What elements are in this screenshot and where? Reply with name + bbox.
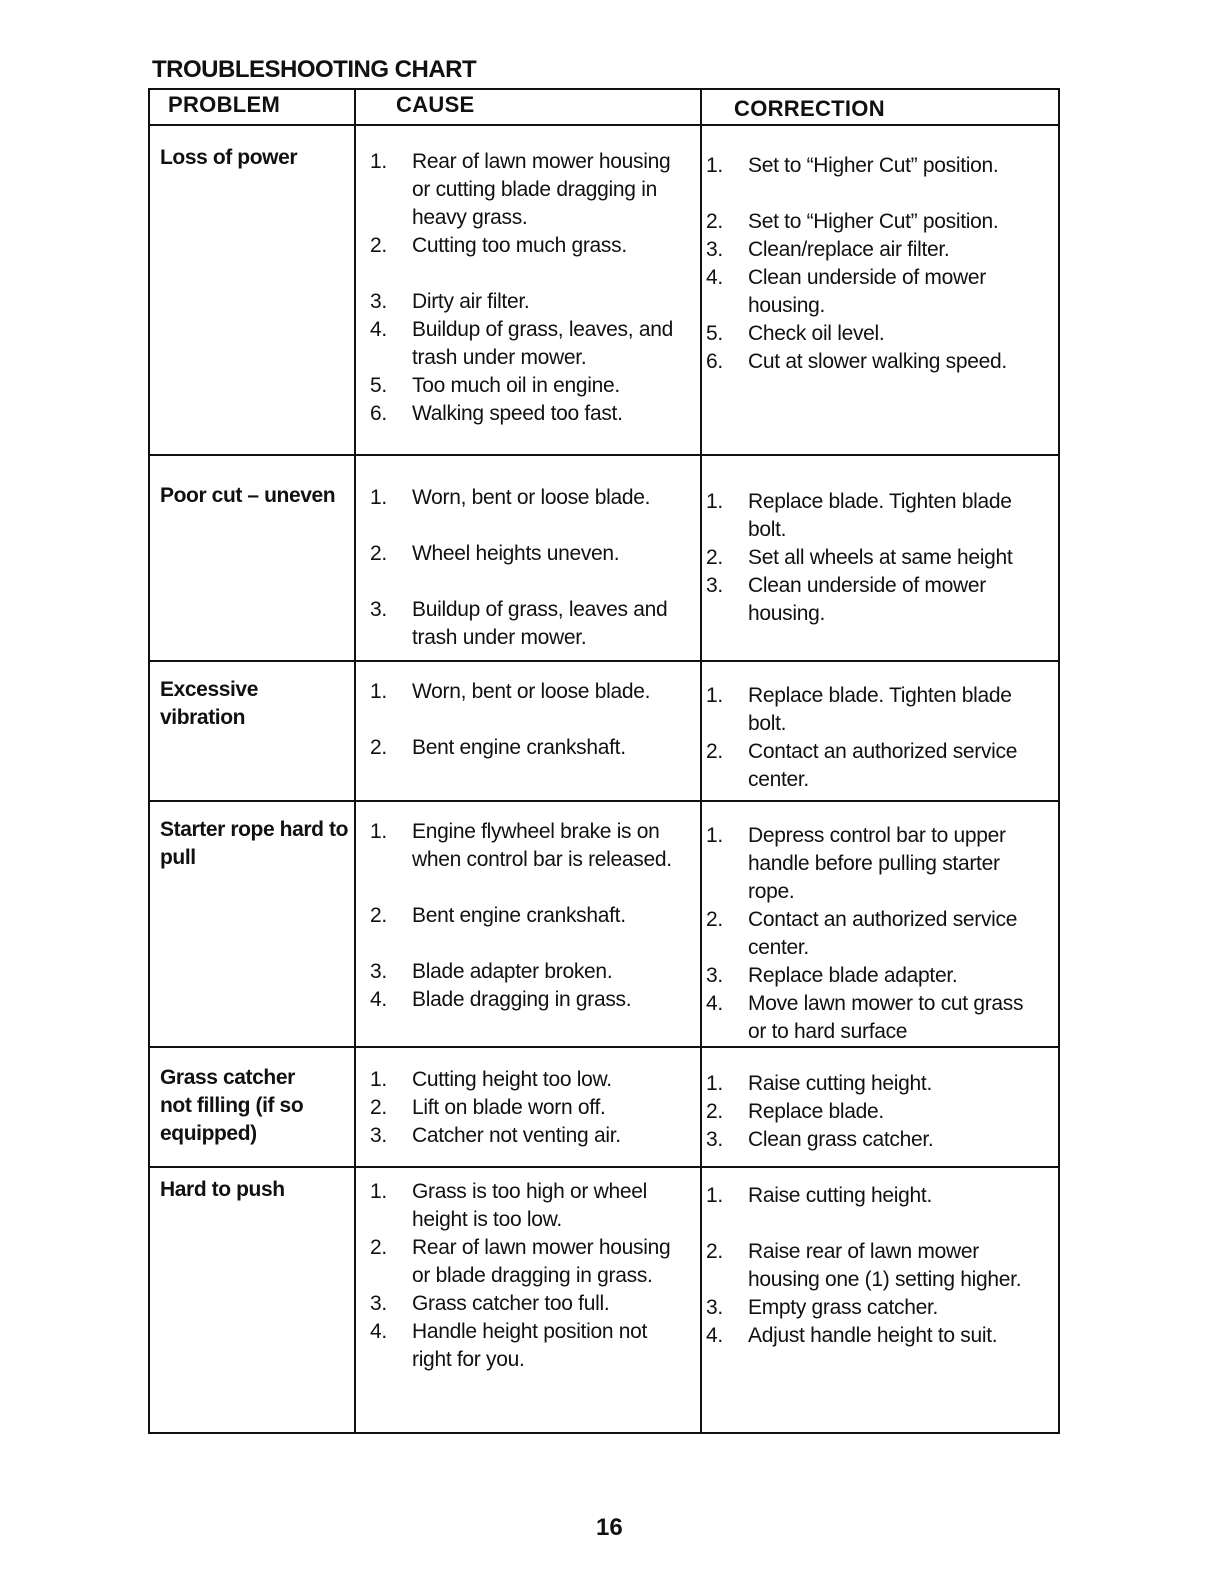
list-item: 5. Check oil level. (706, 322, 885, 345)
list-item: 4. Handle height position not right for you. (370, 1320, 648, 1371)
causes-excessive-vibration (370, 678, 690, 762)
list-item: 6. Walking speed too fast. (370, 402, 623, 425)
column-divider (354, 90, 356, 1432)
corrections-excessive-vibration (706, 682, 1046, 794)
troubleshooting-table (148, 88, 1060, 1434)
list-item: 1. Set to “Higher Cut” position. (706, 154, 999, 177)
list-item: 1. Depress control bar to upper handle before pulling starter rope. (706, 824, 1006, 903)
problem-hard-to-push: Hard to push (160, 1178, 285, 1201)
causes-hard-to-push (370, 1178, 690, 1374)
table-header (150, 90, 1058, 126)
list-item: 3. Catcher not venting air. (370, 1124, 621, 1147)
list-item: 2. Bent engine crankshaft. (370, 736, 626, 759)
list-item: 3. Replace blade adapter. (706, 964, 958, 987)
list-item: 2. Raise rear of lawn mower housing one (1) setting higher. (706, 1240, 1022, 1291)
row-divider (150, 800, 1058, 802)
problem-grass-catcher: Grass catcher not filling (if so equipped) (160, 1066, 304, 1145)
list-item: 1. Replace blade. Tighten blade bolt. (706, 684, 1012, 735)
causes-poor-cut (370, 484, 690, 652)
list-item: 2. Lift on blade worn off. (370, 1096, 606, 1119)
corrections-starter-rope (706, 822, 1046, 1046)
list-item: 2. Set to “Higher Cut” position. (706, 210, 999, 233)
list-item: 2. Wheel heights uneven. (370, 542, 620, 565)
header-cause: CAUSE (396, 92, 475, 117)
list-item: 2. Contact an authorized service center. (706, 908, 1018, 959)
problem-starter-rope: Starter rope hard to pull (160, 818, 349, 869)
row-divider (150, 454, 1058, 456)
problem-loss-of-power: Loss of power (160, 146, 298, 169)
causes-starter-rope (370, 818, 690, 1014)
row-divider (150, 660, 1058, 662)
list-item: 1. Raise cutting height. (706, 1184, 932, 1207)
causes-loss-of-power (370, 148, 690, 428)
list-item: 3. Empty grass catcher. (706, 1296, 939, 1319)
list-item: 3. Clean grass catcher. (706, 1128, 934, 1151)
list-item: 1. Worn, bent or loose blade. (370, 680, 651, 703)
list-item: 3. Buildup of grass, leaves and trash under mower. (370, 598, 668, 649)
header-correction: CORRECTION (734, 96, 885, 121)
list-item: 3. Blade adapter broken. (370, 960, 613, 983)
problem-excessive-vibration: Excessive vibration (160, 678, 258, 729)
list-item: 3. Clean/replace air filter. (706, 238, 950, 261)
page-number: 16 (596, 1514, 623, 1541)
list-item: 6. Cut at slower walking speed. (706, 350, 1007, 373)
causes-grass-catcher (370, 1066, 690, 1150)
list-item: 2. Rear of lawn mower housing or blade dragging in grass. (370, 1236, 671, 1287)
list-item: 2. Replace blade. (706, 1100, 884, 1123)
list-item: 1. Grass is too high or wheel height is too low. (370, 1180, 647, 1231)
list-item: 2. Set all wheels at same height (706, 546, 1013, 569)
list-item: 4. Blade dragging in grass. (370, 988, 632, 1011)
list-item: 2. Bent engine crankshaft. (370, 904, 626, 927)
row-divider (150, 1166, 1058, 1168)
list-item: 1. Raise cutting height. (706, 1072, 932, 1095)
list-item: 2. Contact an authorized service center. (706, 740, 1018, 791)
list-item: 4. Buildup of grass, leaves, and trash under mower. (370, 318, 673, 369)
list-item: 1. Replace blade. Tighten blade bolt. (706, 490, 1012, 541)
corrections-loss-of-power (706, 152, 1046, 376)
corrections-hard-to-push (706, 1182, 1046, 1350)
column-divider (700, 90, 702, 1432)
list-item: 1. Worn, bent or loose blade. (370, 486, 651, 509)
list-item: 3. Clean underside of mower housing. (706, 574, 986, 625)
list-item: 4. Clean underside of mower housing. (706, 266, 986, 317)
list-item: 5. Too much oil in engine. (370, 374, 620, 397)
header-problem: PROBLEM (168, 92, 281, 117)
corrections-grass-catcher (706, 1070, 1046, 1154)
list-item: 2. Cutting too much grass. (370, 234, 627, 257)
list-item: 4. Adjust handle height to suit. (706, 1324, 998, 1347)
corrections-poor-cut (706, 488, 1046, 628)
list-item: 3. Dirty air filter. (370, 290, 530, 313)
problem-poor-cut: Poor cut – uneven (160, 484, 336, 507)
list-item: 3. Grass catcher too full. (370, 1292, 610, 1315)
list-item: 1. Engine flywheel brake is on when control bar is released. (370, 820, 672, 871)
list-item: 1. Cutting height too low. (370, 1068, 612, 1091)
list-item: 4. Move lawn mower to cut grass or to hard surface (706, 992, 1024, 1043)
list-item: 1. Rear of lawn mower housing or cutting blade dragging in heavy grass. (370, 150, 671, 229)
row-divider (150, 1046, 1058, 1048)
chart-title: TROUBLESHOOTING CHART (152, 56, 477, 83)
